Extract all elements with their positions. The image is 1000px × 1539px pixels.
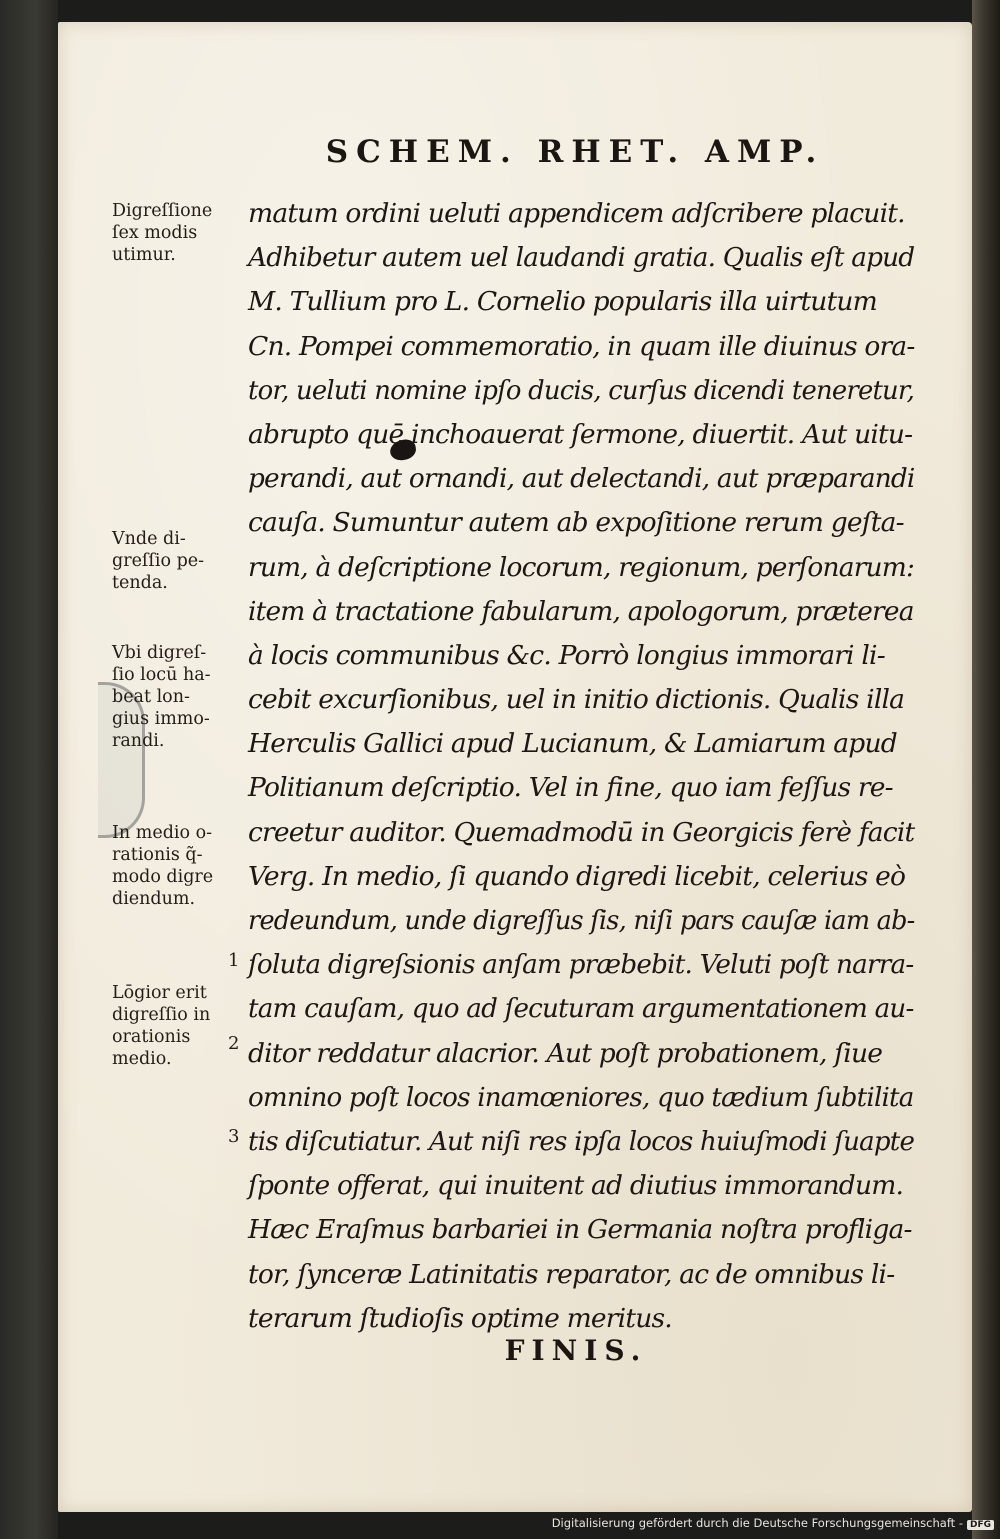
text-line: cauſa. Sumuntur autem ab expoſitione rerum geſta- [248,507,904,539]
digitization-credit [552,1516,994,1530]
text-line: cebit excurſionibus, uel in initio dictionis. Qualis illa [248,684,905,716]
marginal-note-line: greſſio pe- [112,551,205,571]
text-line: perandi, aut ornandi, aut delectandi, aut præparandi [248,463,915,495]
margin-number: 2 [228,1033,240,1054]
marginal-note-line: In medio o- [112,823,213,843]
text-line: tor, ſynceræ Latinitatis reparator, ac de omnibus li- [248,1258,895,1290]
marginal-note-line: modo digre [112,867,214,887]
text-line: ſponte offerat, qui inuitent ad diutius immorandum. [248,1170,904,1202]
marginal-note-line: medio. [112,1049,172,1069]
text-line: Politianum deſcriptio. Vel in fine, quo iam feſſus re- [248,772,893,804]
marginal-note [112,528,262,594]
text-line: item à tractatione fabularum, apologorum, præterea [248,595,914,627]
marginal-note-line: Lōgior erit [112,983,207,1003]
digitization-credit-text: Digitalisierung gefördert durch die Deutsche Forschungsgemeinschaft - [551,1516,963,1530]
text-line: Herculis Gallici apud Lucianum, & Lamiarum apud [248,728,897,760]
marginal-note-line: rationis q̃- [112,845,203,865]
marginal-note-line: gius immo- [112,709,210,729]
text-line: ſoluta digreſsionis anſam præbebit. Veluti poſt narra- [248,949,914,981]
running-head: SCHEM. RHET. AMP. [325,134,825,170]
finis-label: FINIS. [504,1334,648,1367]
text-line: redeundum, unde digreſſus ſis, niſi pars cauſæ iam ab- [248,905,915,936]
marginal-note-line: Vbi digreſ- [112,643,207,663]
marginal-note-line: beat lon- [112,687,190,707]
text-line: rum, à deſcriptione locorum, regionum, perſonarum: [248,551,915,583]
text-line: tor, ueluti nomine ipſo ducis, curſus dicendi teneretur, [248,374,915,406]
marginal-note-line: diendum. [112,889,196,909]
marginal-note-line: tenda. [112,573,168,593]
text-line: M. Tullium pro L. Cornelio popularis illa uirtutum [248,286,878,318]
text-line: terarum ſtudioſis optime meritus. [248,1302,672,1334]
marginal-note-line: orationis [112,1027,191,1047]
text-line: Verg. In medio, ſi quando digredi licebit, celerius eò [248,860,906,892]
text-line: à locis communibus &c. Porrò longius immorari li- [248,639,885,671]
text-line: abrupto quē inchoauerat ſermone, diuertit. Aut uitu- [248,418,913,450]
text-line: ditor reddatur alacrior. Aut poſt probationem, ſiue [248,1037,883,1069]
marginal-note-line: ſio locū ha- [112,665,211,685]
text-line: matum ordini ueluti appendicem adſcribere placuit. [248,198,905,229]
marginal-note-line: ſex modis [112,223,198,243]
marginal-note-line: randi. [112,731,165,751]
marginal-note [112,642,262,752]
marginal-note-line: utimur. [112,245,176,265]
main-text-block [248,192,914,1341]
dfg-logo: DFG [967,1520,994,1530]
text-line: Hæc Eraſmus barbariei in Germania noſtra profliga- [248,1214,912,1246]
margin-number: 3 [228,1126,240,1147]
margin-number: 1 [228,950,240,971]
marginal-note [112,982,262,1070]
text-line: tam cauſam, quo ad ſecuturam argumentationem au- [248,993,914,1025]
text-line: Cn. Pompei commemoratio, in quam ille diuinus ora- [248,330,915,362]
scan-background-left [0,0,58,1539]
marginal-note [112,822,262,910]
text-line: tis diſcutiatur. Aut niſi res ipſa locos huiuſmodi ſuapte [248,1125,915,1157]
text-line: Adhibetur autem uel laudandi gratia. Qualis eſt apud [248,242,915,274]
scan-background-right [972,0,1000,1539]
text-line: omnino poſt locos inamœniores, quo tædium ſubtilita [248,1081,914,1113]
marginal-note-line: Digreſſione [112,201,213,221]
text-line: creetur auditor. Quemadmodū in Georgicis ferè facit [248,816,915,848]
marginal-note [112,200,262,266]
marginal-note-line: digreſſio in [112,1005,211,1025]
marginal-note-line: Vnde di- [112,529,186,549]
